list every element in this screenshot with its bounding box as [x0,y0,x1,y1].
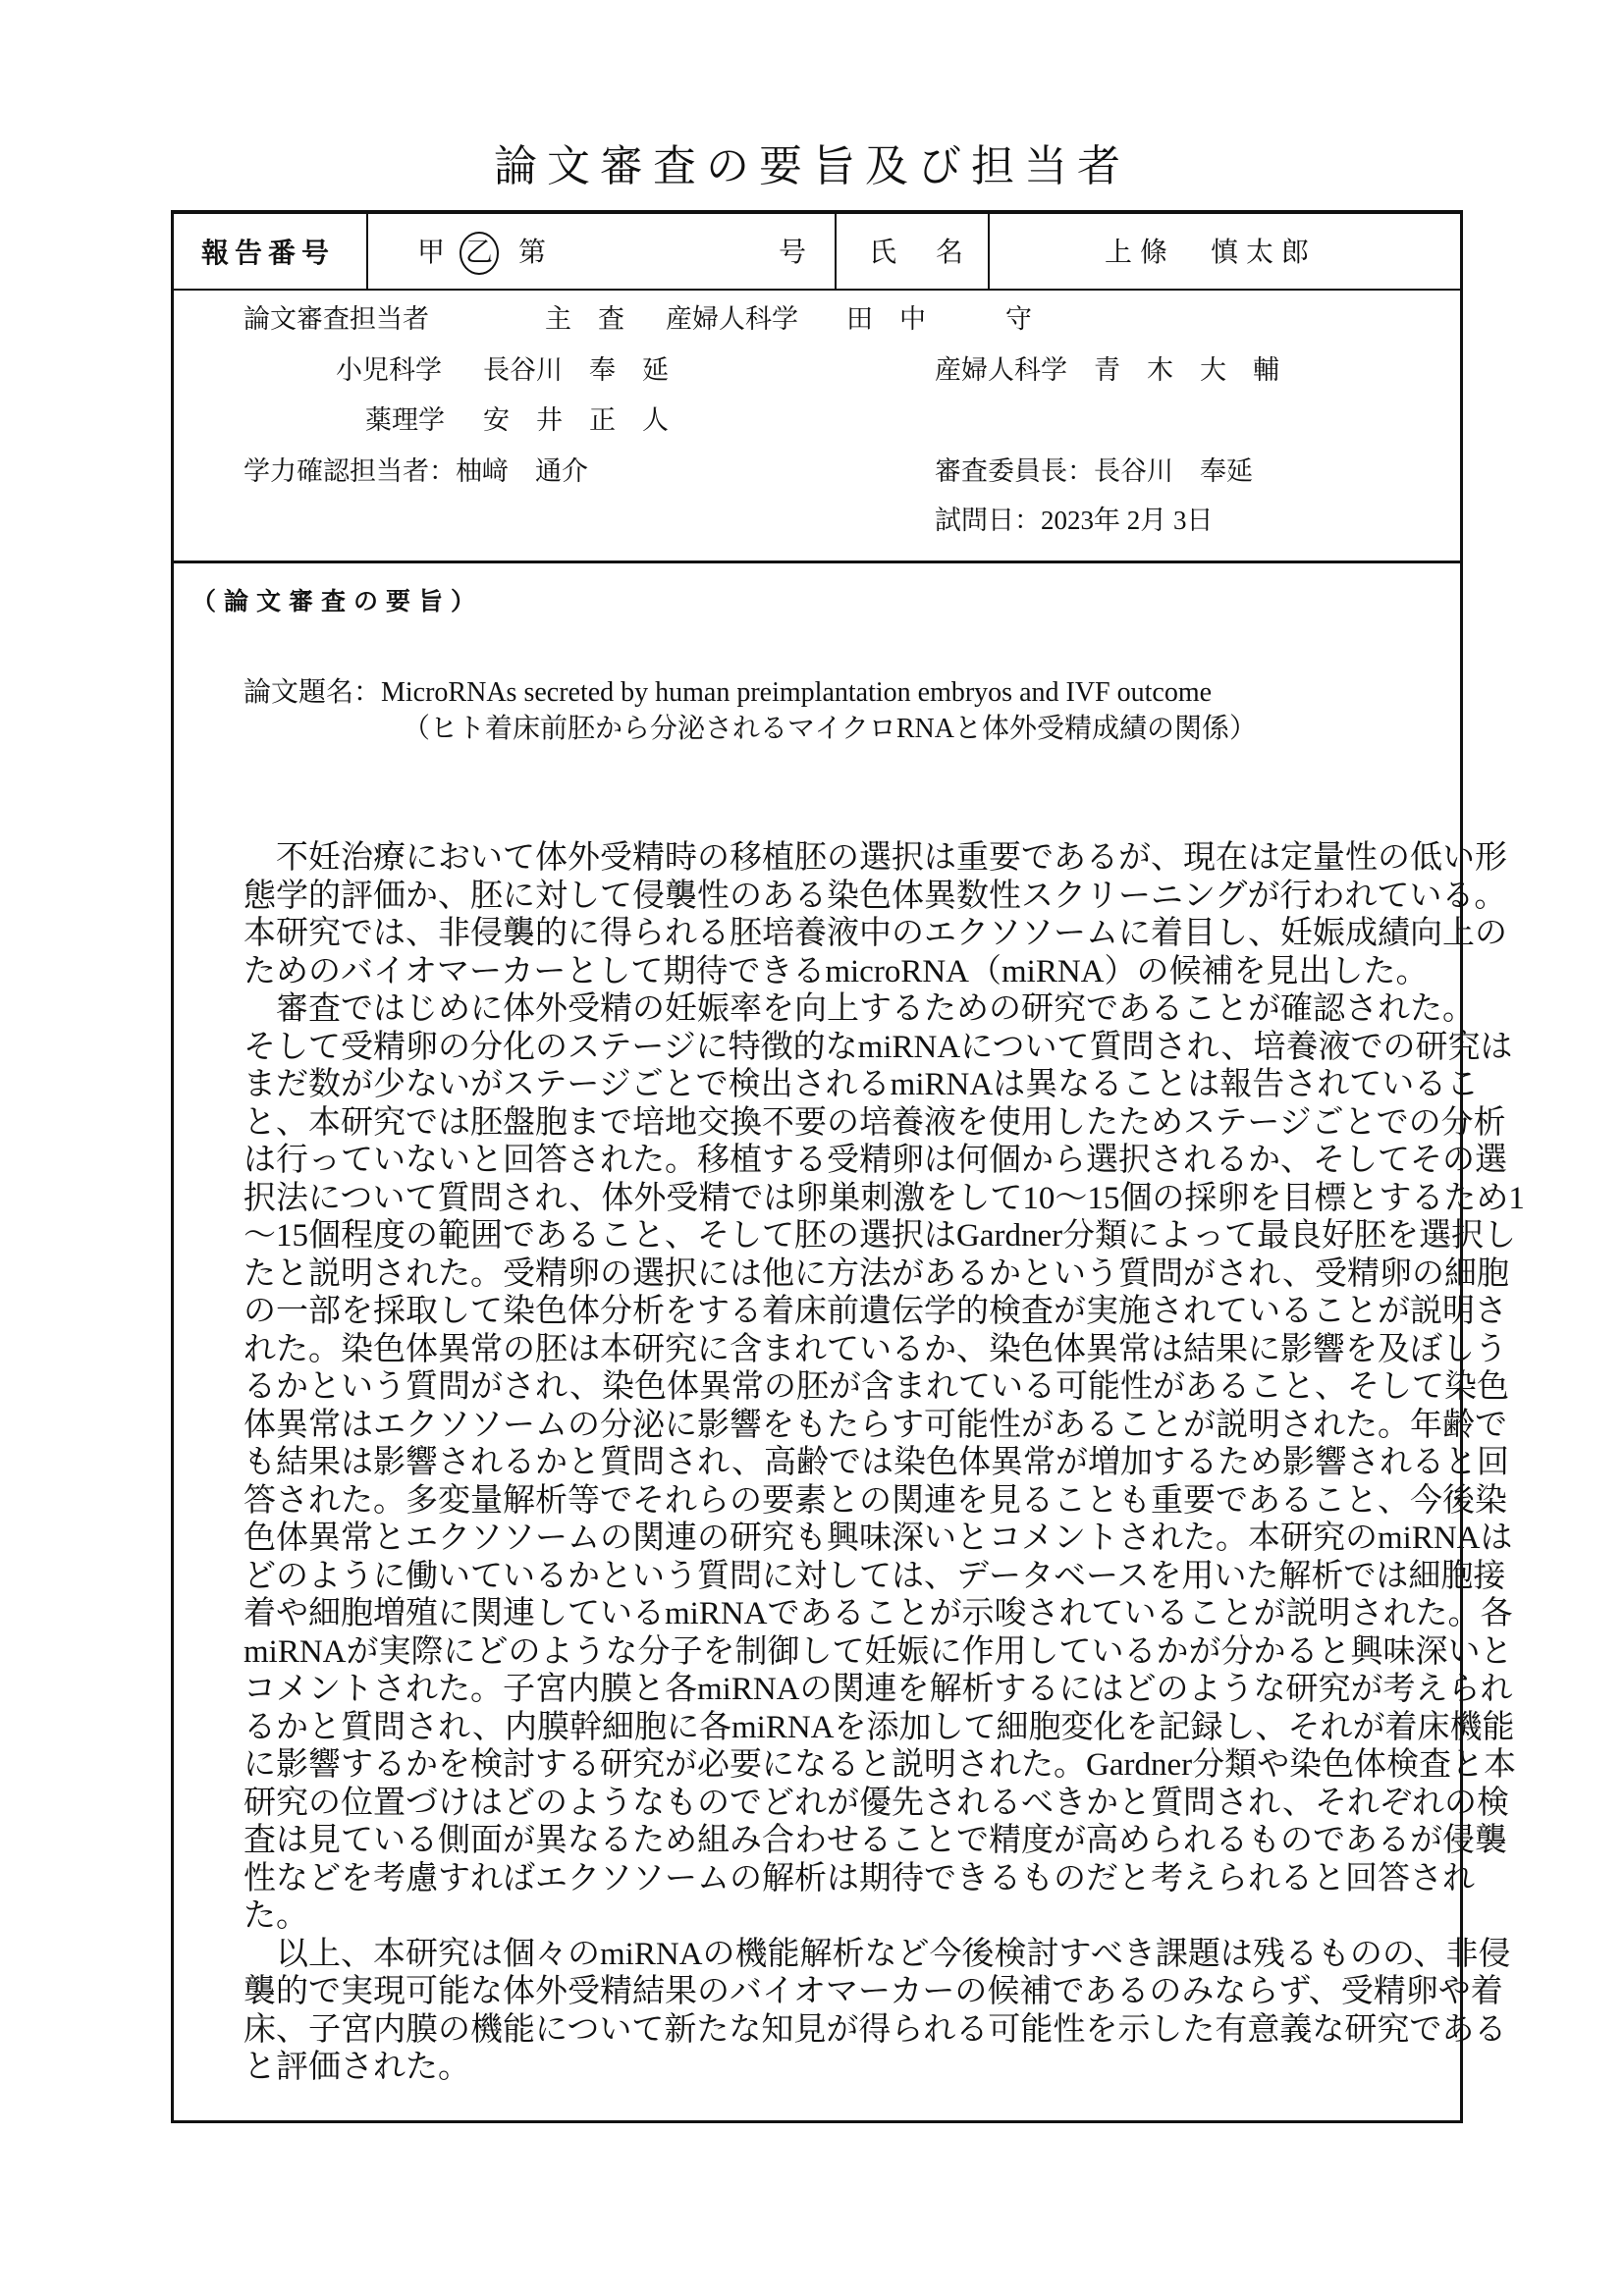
committee-chair: 審査委員長：長谷川 奉延 [935,456,1253,486]
summary-line: 性などを考慮すればエクソソームの解析は期待できるものだと考えられると回答され [244,1860,1475,1896]
column-divider [366,214,368,291]
summary-line: ためのバイオマーカーとして期待できるmicroRNA（miRNA）の候補を見出した。 [244,953,1429,989]
summary-line: 〜15個程度の範囲であること、そして胚の選択はGardner分類によって最良好胚を選択し [244,1218,1517,1254]
summary-line: 研究の位置づけはどのようなものでどれが優先されるべきかと質問され、それぞれの検 [244,1785,1509,1821]
member2: 産婦人科学 青 木 大 輔 [935,355,1279,385]
gou-label: 号 [779,238,807,268]
summary-line: 床、子宮内膜の機能について新たな知見が得られる可能性を示した有意義な研究である [244,2011,1507,2048]
summary-line: そして受精卵の分化のステージに特徴的なmiRNAについて質問され、培養液での研究は [244,1029,1513,1065]
member1-name: 長谷川 奉 延 [483,355,669,385]
exam-date: 試問日：2023年 2月 3日 [935,506,1214,535]
candidate-name: 上條 慎太郎 [1105,238,1318,268]
summary-line: 本研究では、非侵襲的に得られる胚培養液中のエクソソームに着目し、妊娠成績向上の [244,916,1507,951]
summary-heading: （論文審査の要旨） [191,587,484,615]
chief-label: 主 査 [545,304,624,334]
member3-name: 安 井 正 人 [483,405,669,435]
summary-line: の一部を採取して染色体分析をする着床前遺伝学的検査が実施されていることが説明さ [244,1294,1507,1329]
summary-line: 査は見ている側面が異なるため組み合わせることで精度が高められるものであるが侵襲 [244,1823,1507,1858]
member1-department: 小児科学 [336,355,442,385]
report-number-label: 報告番号 [201,237,336,269]
academic-check-examiner: 学力確認担当者：柚﨑 通介 [244,456,588,486]
summary-line: は行っていないと回答された。移植する受精卵は何個から選択されるか、そしてその選 [244,1143,1507,1178]
summary-line: 審査ではじめに体外受精の妊娠率を向上するための研究であることが確認された。 [244,991,1475,1027]
summary-line: 択法について質問され、体外受精では卵巣刺激をして10〜15個の採卵を目標とするため1 [244,1180,1525,1216]
thesis-title-japanese: （ヒト着床前胚から分泌されるマイクロRNAと体外受精成績の関係） [403,714,1258,744]
summary-line: 態学的評価か、胚に対して侵襲性のある染色体異数性スクリーニングが行われている。 [244,878,1507,914]
summary-line: も結果は影響されるかと質問され、高齢では染色体異常が増加するため影響されると回 [244,1445,1509,1480]
chief-department: 産婦人科学 [666,304,798,334]
column-divider [835,214,837,291]
document-title: 論文審査の要旨及び担当者 [494,142,1130,190]
otsu-option-circled [460,232,499,275]
summary-line: るかという質問がされ、染色体異常の胚が含まれている可能性があること、そして染色 [244,1369,1509,1405]
examiner-label: 論文審査担当者 [244,304,429,334]
summary-line: 以上、本研究は個々のmiRNAの機能解析など今後検討すべき課題は残るものの、非侵 [244,1936,1511,1972]
summary-line: 着や細胞増殖に関連しているmiRNAであることが示唆されていることが説明された。各 [244,1596,1513,1631]
summary-line: た。 [244,1898,308,1934]
committee-divider [174,561,1460,563]
summary-line: 答された。多変量解析等でそれらの要素との関連を見ることも重要であること、今後染 [244,1482,1507,1519]
summary-line: 体異常はエクソソームの分泌に影響をもたらす可能性があることが説明された。年齢で [244,1407,1507,1443]
summary-line: どのように働いているかという質問に対しては、データベースを用いた解析では細胞接 [244,1558,1506,1594]
summary-line: コメントされた。子宮内膜と各miRNAの関連を解析するにはどのような研究が考えられ [244,1672,1513,1707]
chief-name: 田 中 守 [846,304,1032,334]
summary-line: まだ数が少ないがステージごとで検出されるmiRNAは異なることは報告されているこ [244,1067,1480,1102]
dai-label: 第 [518,238,547,268]
summary-line: 色体異常とエクソソームの関連の研究も興味深いとコメントされた。本研究のmiRNAは [244,1521,1513,1556]
kou-option: 甲 [417,238,446,268]
summary-line: に影響するかを検討する研究が必要になると説明された。Gardner分類や染色体検査と本 [244,1747,1517,1783]
summary-line: たと説明された。受精卵の選択には他に方法があるかという質問がされ、受精卵の細胞 [244,1255,1509,1292]
name-label: 氏 名 [869,238,970,268]
summary-line: れた。染色体異常の胚は本研究に含まれているか、染色体異常は結果に影響を及ぼしう [244,1331,1507,1367]
summary-line: るかと質問され、内膜幹細胞に各miRNAを添加して細胞変化を記録し、それが着床機能 [244,1709,1515,1745]
otsu-label: 乙 [460,232,499,275]
summary-line: 不妊治療において体外受精時の移植胚の選択は重要であるが、現在は定量性の低い形 [244,840,1507,876]
member3-department: 薬理学 [365,405,445,435]
summary-line: と評価された。 [244,2050,470,2085]
summary-line: と、本研究では胚盤胞まで培地交換不要の培養液を使用したためステージごとでの分析 [244,1104,1506,1141]
summary-line: 襲的で実現可能な体外受精結果のバイオマーカーの候補であるのみならず、受精卵や着 [244,1974,1503,2009]
column-divider [988,214,990,291]
summary-line: miRNAが実際にどのような分子を制御して妊娠に作用しているかが分かると興味深いと [244,1633,1513,1670]
thesis-title: 論文題名：MicroRNAs secreted by human preimplantation embryos and IVF outcome [244,677,1213,708]
